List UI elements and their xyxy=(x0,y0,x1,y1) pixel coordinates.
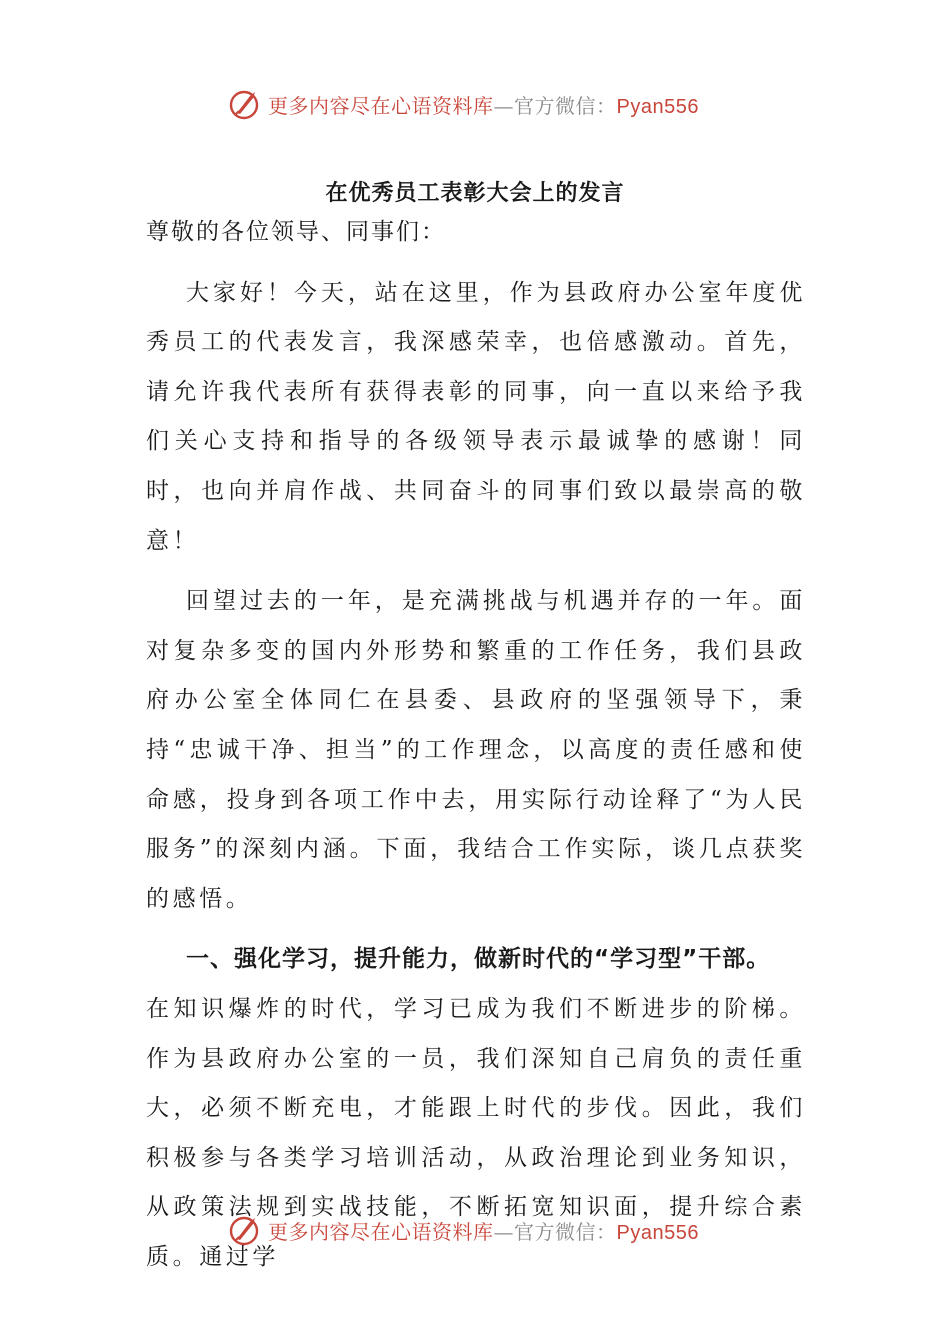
banner-label: 官方微信： xyxy=(514,93,617,118)
section-heading-1: 一、强化学习，提升能力，做新时代的“学习型”干部。 xyxy=(186,946,771,973)
banner-dash: — xyxy=(493,93,514,118)
document-body xyxy=(146,208,806,1282)
banner-wechat-id: Pyan556 xyxy=(616,95,699,118)
banner-main-text: 更多内容尽在心语资料库 xyxy=(268,1219,494,1244)
banner-dash: — xyxy=(493,1219,514,1244)
section-body-1: 在知识爆炸的时代，学习已成为我们不断进步的阶梯。作为县政府办公室的一员，我们深知自己肩负的责任重大，必须不断充电，才能跟上时代的步伐。因此，我们积极参与各类学习培训活动，从政治理论到业务知识，从政策法规到实战技能，不断拓宽知识面，提升综合素质。通过学 xyxy=(146,995,806,1270)
paragraph-review: 回望过去的一年，是充满挑战与机遇并存的一年。面对复杂多变的国内外形势和繁重的工作任务，我们县政府办公室全体同仁在县委、县政府的坚强领导下，秉持“忠诚干净、担当”的工作理念，以高度的责任感和使命感，投身到各项工作中去，用实际行动诠释了“为人民服务”的深刻内涵。下面，我结合工作实际，谈几点获奖的感悟。 xyxy=(146,588,806,912)
footer-watermark-banner xyxy=(228,1210,699,1250)
banner-main-text: 更多内容尽在心语资料库 xyxy=(268,93,494,118)
banner-wechat-id: Pyan556 xyxy=(616,1221,699,1244)
paragraph-greeting: 大家好！今天，站在这里，作为县政府办公室年度优秀员工的代表发言，我深感荣幸，也倍感激动。首先，请允许我代表所有获得表彰的同事，向一直以来给予我们关心支持和指导的各级领导表示最诚挚的感谢！同时，也向并肩作战、共同奋斗的同事们致以最崇高的敬意！ xyxy=(146,279,806,554)
document-title: 在优秀员工表彰大会上的发言 xyxy=(325,181,625,206)
banner-label: 官方微信： xyxy=(514,1219,617,1244)
salutation: 尊敬的各位领导、同事们： xyxy=(146,219,446,245)
pen-logo-icon xyxy=(228,1213,262,1247)
pen-logo-icon xyxy=(228,87,262,121)
header-watermark-banner xyxy=(228,84,699,124)
